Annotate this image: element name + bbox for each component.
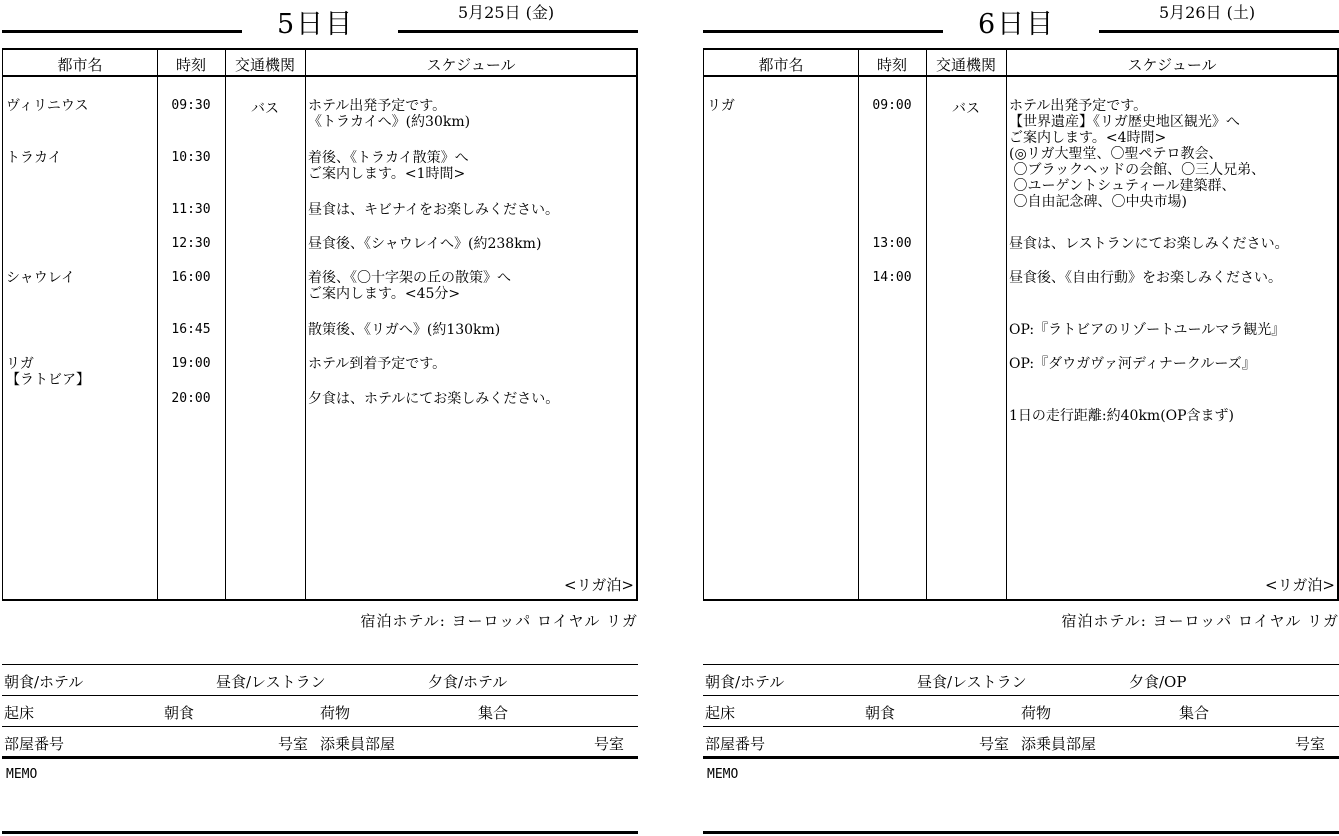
label-room: 部屋番号 bbox=[705, 735, 766, 753]
divider bbox=[703, 664, 1339, 665]
cell-schedule: 昼食は、レストランにてお楽しみください。 bbox=[1009, 236, 1289, 252]
cell-time: 09:30 bbox=[171, 98, 211, 113]
meal-lunch: 昼食/レストラン bbox=[216, 673, 326, 691]
header-city: 都市名 bbox=[57, 56, 103, 74]
cell-transport: バス bbox=[251, 101, 279, 117]
cell-time: 16:45 bbox=[171, 322, 211, 337]
cell-time: 11:30 bbox=[171, 202, 211, 217]
cell-time: 20:00 bbox=[171, 391, 211, 406]
divider bbox=[703, 695, 1339, 696]
cell-schedule: 夕食は、ホテルにてお楽しみください。 bbox=[308, 391, 560, 407]
day-5-panel bbox=[2, 0, 638, 836]
meal-breakfast: 朝食/ホテル bbox=[4, 673, 84, 691]
hotel-name: 宿泊ホテル: ヨーロッパ ロイヤル リガ bbox=[1061, 612, 1339, 630]
cell-city: トラカイ bbox=[6, 150, 62, 166]
cell-time: 19:00 bbox=[171, 356, 211, 371]
title-rule-right bbox=[1099, 30, 1339, 33]
cell-schedule: ホテル到着予定です。 bbox=[308, 356, 447, 372]
divider bbox=[703, 726, 1339, 727]
title-rule-left bbox=[703, 30, 943, 33]
cell-city: リガ bbox=[707, 98, 735, 114]
title-rule-right bbox=[398, 30, 638, 33]
label-gather: 集合 bbox=[478, 704, 509, 722]
memo-label: MEMO bbox=[6, 767, 38, 782]
title-rule-left bbox=[2, 30, 242, 33]
hotel-name: 宿泊ホテル: ヨーロッパ ロイヤル リガ bbox=[360, 612, 638, 630]
header-time: 時刻 bbox=[876, 56, 907, 74]
divider-thick bbox=[703, 831, 1339, 834]
label-luggage: 荷物 bbox=[320, 704, 351, 722]
memo-label: MEMO bbox=[707, 767, 739, 782]
label-wake: 起床 bbox=[705, 704, 736, 722]
header-transport: 交通機関 bbox=[234, 56, 295, 74]
table-header bbox=[3, 50, 636, 77]
header-time: 時刻 bbox=[175, 56, 206, 74]
meal-breakfast: 朝食/ホテル bbox=[705, 673, 785, 691]
cell-schedule: 着後、《〇十字架の丘の散策》へ ご案内します。<45分> bbox=[308, 270, 511, 302]
cell-time: 10:30 bbox=[171, 150, 211, 165]
label-guide-room: 添乗員部屋 bbox=[320, 735, 396, 753]
column-divider bbox=[858, 50, 859, 599]
stay-tag: <リガ泊> bbox=[1265, 576, 1335, 594]
cell-schedule: ホテル出発予定です。 《トラカイへ》(約30km) bbox=[308, 98, 471, 130]
label-breakfast: 朝食 bbox=[865, 704, 896, 722]
day-title: 5日目 bbox=[277, 9, 355, 40]
cell-transport: バス bbox=[952, 101, 980, 117]
meal-dinner: 夕食/OP bbox=[1129, 673, 1187, 691]
day-title: 6日目 bbox=[978, 9, 1056, 40]
schedule-table bbox=[703, 48, 1339, 601]
column-divider bbox=[926, 50, 927, 599]
day-date: 5月25日 (金) bbox=[458, 3, 555, 22]
label-gather: 集合 bbox=[1179, 704, 1210, 722]
label-wake: 起床 bbox=[4, 704, 35, 722]
schedule-table bbox=[2, 48, 638, 601]
label-room-unit: 号室 bbox=[278, 735, 309, 753]
table-header bbox=[704, 50, 1337, 77]
day-date: 5月26日 (土) bbox=[1159, 3, 1256, 22]
header-transport: 交通機関 bbox=[935, 56, 996, 74]
label-luggage: 荷物 bbox=[1021, 704, 1052, 722]
header-schedule: スケジュール bbox=[426, 56, 516, 74]
label-guide-room-unit: 号室 bbox=[1295, 735, 1326, 753]
label-room-unit: 号室 bbox=[979, 735, 1010, 753]
cell-schedule: 昼食後、《自由行動》をお楽しみください。 bbox=[1009, 270, 1282, 286]
cell-schedule: 散策後、《リガへ》(約130km) bbox=[308, 322, 501, 338]
header-city: 都市名 bbox=[758, 56, 804, 74]
divider-thick bbox=[2, 756, 638, 759]
cell-time: 13:00 bbox=[872, 236, 912, 251]
label-room: 部屋番号 bbox=[4, 735, 65, 753]
cell-time: 12:30 bbox=[171, 236, 211, 251]
divider bbox=[2, 664, 638, 665]
column-divider bbox=[1006, 50, 1007, 599]
meal-lunch: 昼食/レストラン bbox=[917, 673, 1027, 691]
divider-thick bbox=[2, 831, 638, 834]
divider bbox=[2, 726, 638, 727]
cell-city: リガ 【ラトビア】 bbox=[6, 356, 90, 388]
label-guide-room-unit: 号室 bbox=[594, 735, 625, 753]
cell-time: 09:00 bbox=[872, 98, 912, 113]
stay-tag: <リガ泊> bbox=[564, 576, 634, 594]
label-breakfast: 朝食 bbox=[164, 704, 195, 722]
header-schedule: スケジュール bbox=[1127, 56, 1217, 74]
cell-city: ヴィリニウス bbox=[6, 98, 89, 114]
meal-dinner: 夕食/ホテル bbox=[428, 673, 508, 691]
cell-schedule: 着後、《トラカイ散策》へ ご案内します。<1時間> bbox=[308, 150, 469, 182]
cell-city: シャウレイ bbox=[6, 270, 76, 286]
cell-schedule: 昼食後、《シャウレイへ》(約238km) bbox=[308, 236, 542, 252]
column-divider bbox=[225, 50, 226, 599]
cell-schedule: OP:『ダウガヴァ河ディナークルーズ』 bbox=[1009, 356, 1256, 372]
cell-schedule: 昼食は、キビナイをお楽しみください。 bbox=[308, 202, 560, 218]
label-guide-room: 添乗員部屋 bbox=[1021, 735, 1097, 753]
divider-thick bbox=[703, 756, 1339, 759]
column-divider bbox=[305, 50, 306, 599]
cell-time: 14:00 bbox=[872, 270, 912, 285]
day-6-panel bbox=[703, 0, 1339, 836]
cell-schedule: OP:『ラトビアのリゾートユールマラ観光』 bbox=[1009, 322, 1286, 338]
cell-schedule: 1日の走行距離:約40km(OP含まず) bbox=[1009, 408, 1235, 424]
cell-schedule: ホテル出発予定です。 【世界遺産】《リガ歴史地区観光》へ ご案内します。<4時間> (◎リガ大聖堂、〇聖ペテロ教会、 〇ブラックヘッドの会館、〇三人兄弟、 〇ユーゲントシュティール建築群、 〇自由記念碑、〇中央市場) bbox=[1009, 98, 1266, 210]
cell-time: 16:00 bbox=[171, 270, 211, 285]
divider bbox=[2, 695, 638, 696]
